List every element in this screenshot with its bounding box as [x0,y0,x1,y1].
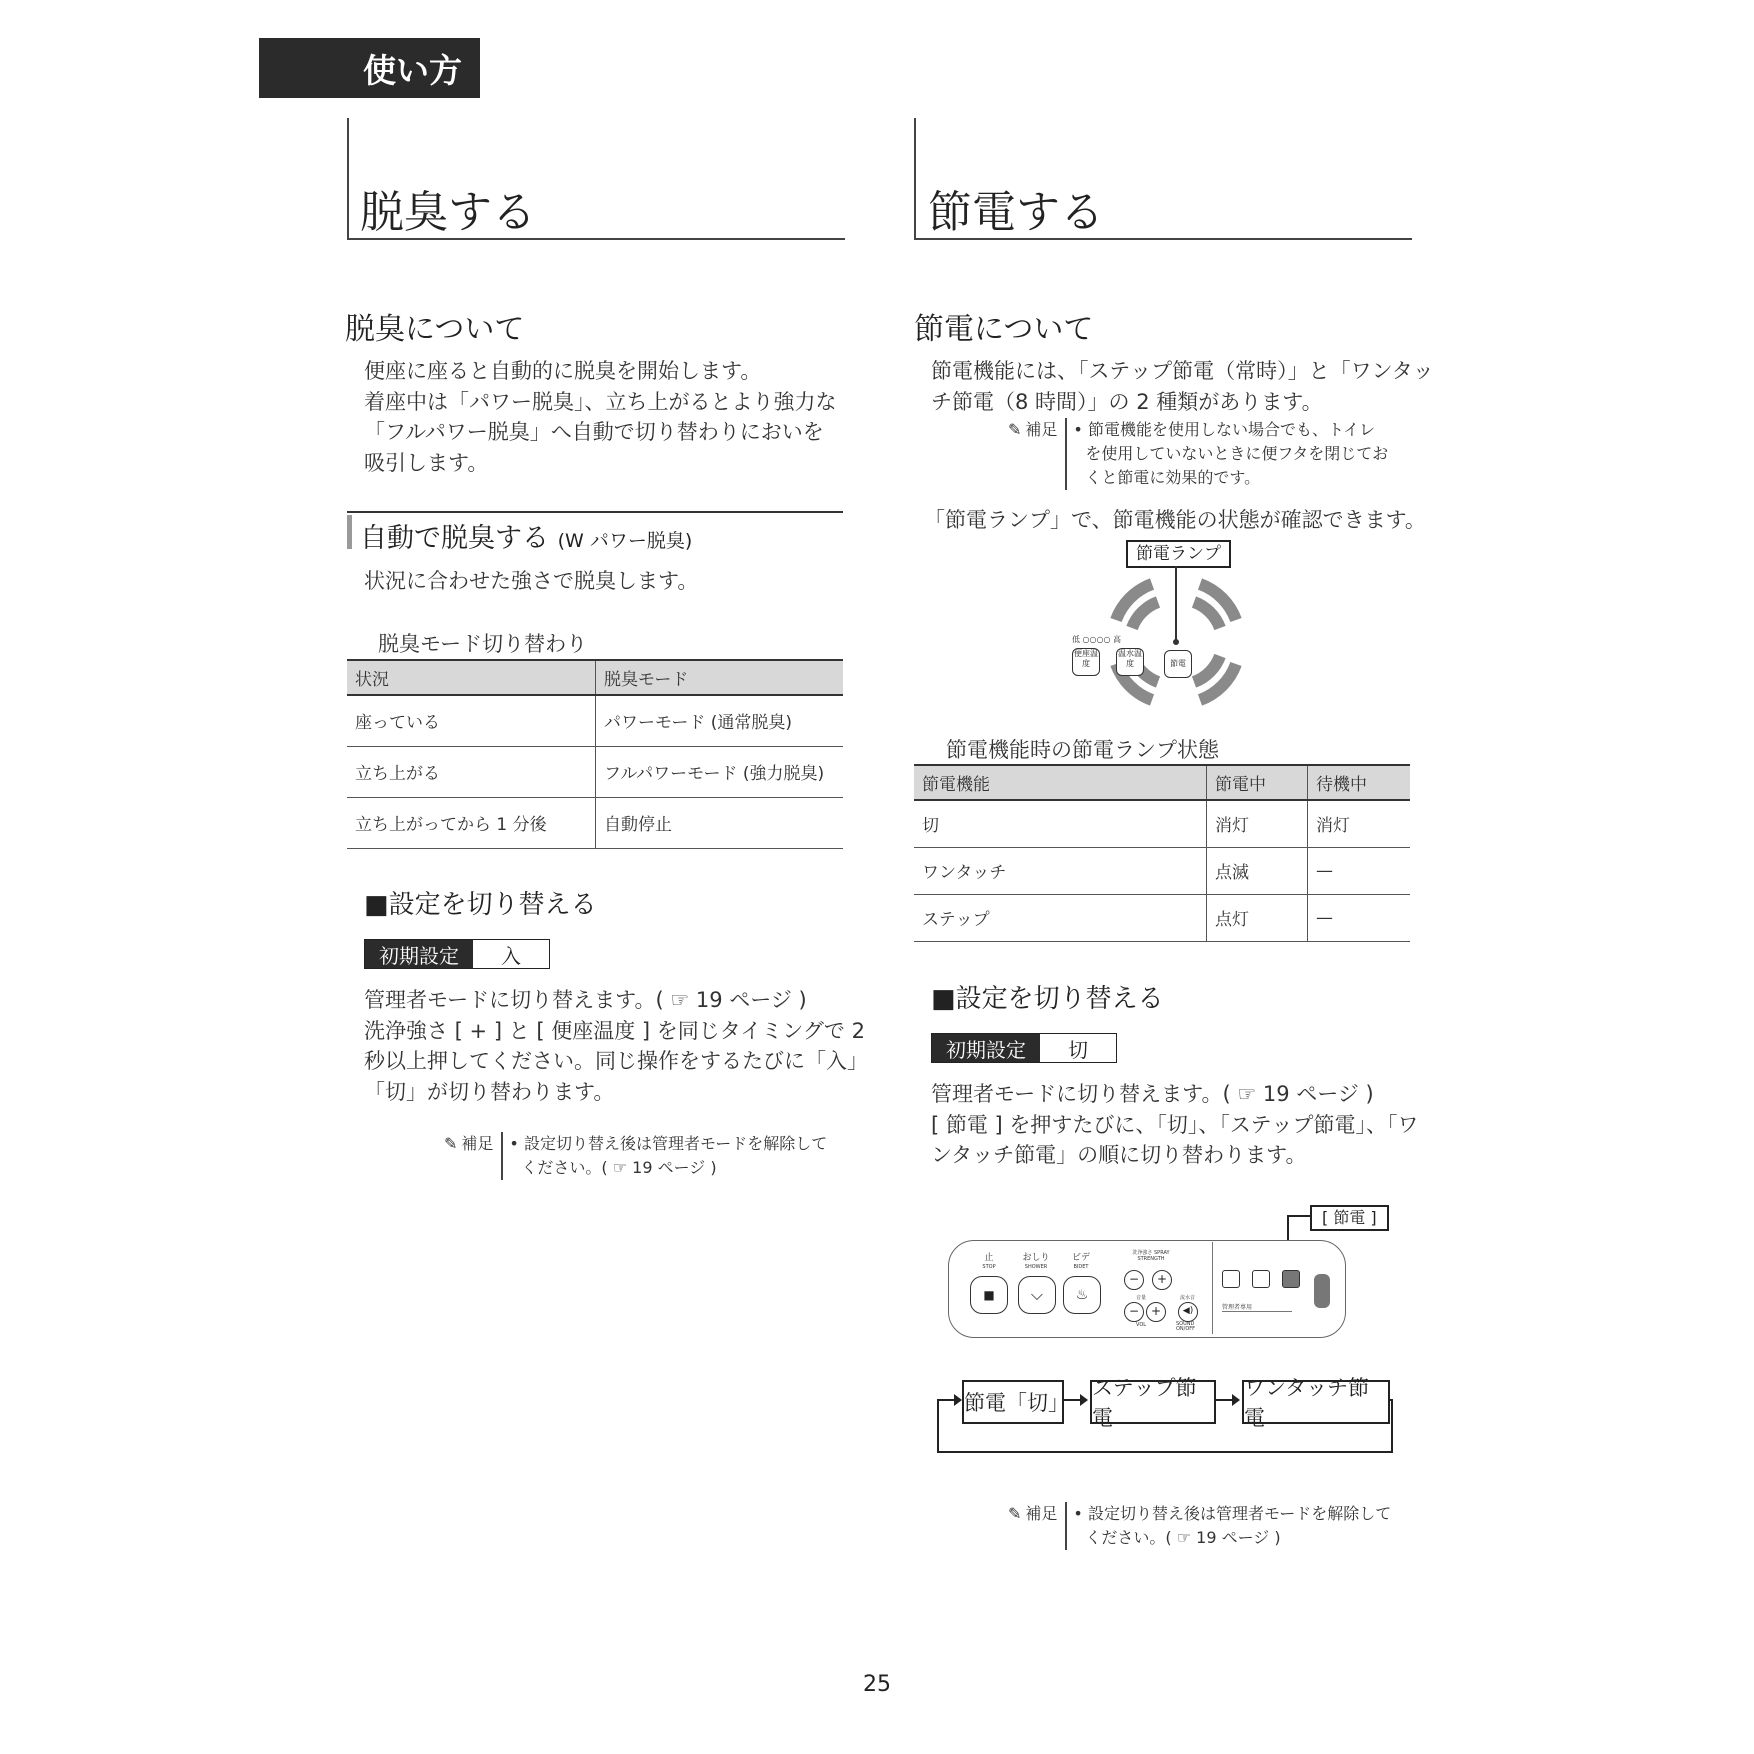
table-cell: 自動停止 [596,797,844,848]
text-line: 管理者モードに切り替えます。( ☞ 19 ページ ) [931,1082,1374,1106]
pencil-icon: ✎ [1008,420,1022,439]
table-cell: 点滅 [1207,847,1308,894]
right-setting-text [931,1079,1419,1171]
admin-only-label: 管理者専用 [1222,1302,1292,1312]
remote-divider [1212,1242,1213,1334]
water-temp-button: 温水温度 [1116,648,1144,676]
volume-label-jp: 音量 [1136,1295,1147,1301]
sound-en-label: SOUND ON/OFF [1176,1321,1196,1332]
shower-button: ⌵ [1018,1276,1056,1314]
text-line: 「切」が切り替わります。 [364,1079,615,1104]
spray-minus-button: − [1124,1270,1144,1290]
table-cell: ステップ [914,894,1207,941]
power-save-button: 節電 [1164,650,1192,678]
deodorize-about-text [364,356,837,478]
flow-step-off: 節電「切」 [962,1380,1064,1424]
text-line: チ節電（8 時間）」の 2 種類があります。 [931,389,1323,414]
text-line: 秒以上押してください。同じ操作をするたびに「入」 [364,1049,868,1073]
volume-plus-button: + [1146,1302,1166,1322]
note-line: • 設定切り替え後は管理者モードを解除して [509,1134,828,1153]
chapter-header [259,38,480,98]
text-line: 節電機能には、「ステップ節電（常時）」と「ワンタッ [931,359,1434,383]
stop-label-jp: 止 [984,1253,994,1263]
note-label: 補足 [461,1134,494,1153]
volume-label [1136,1294,1146,1301]
left-section-title: 脱臭する [360,187,536,238]
bidet-button: ♨ [1063,1276,1101,1314]
note-line: ください。( ☞ 19 ページ ) [521,1158,717,1177]
table-cell: パワーモード (通常脱臭) [596,695,844,746]
table-cell: 座っている [347,695,596,746]
seat-temp-button: 便座温度 [1072,648,1100,676]
bidet-label-en: BIDET [1073,1264,1089,1270]
text-line: 着座中は「パワー脱臭」、立ち上がるとより強力な [364,389,837,414]
sound-label: 流水音 [1180,1295,1196,1301]
remote-power-save-button [1282,1270,1300,1288]
chapter-header-label: 使い方 [363,50,462,90]
table-cell: 切 [914,800,1207,847]
table-row [914,847,1410,894]
text-line: [ 節電 ] を押すたびに、「切」、「ステップ節電」、「ワ [931,1112,1419,1137]
note-line: • 設定切り替え後は管理者モードを解除して [1073,1504,1392,1523]
auto-deodorize-heading-main: 自動で脱臭する [360,523,549,554]
lamp-callout: 節電ランプ [1126,540,1231,568]
table-row [914,894,1410,941]
stop-label [974,1254,1004,1272]
stop-label-en: STOP [982,1264,996,1270]
note-line: を使用していないときに便フタを閉じてお [1085,444,1389,463]
auto-deodorize-rule [347,511,843,513]
remote-sensor-window [1314,1274,1330,1308]
text-line: 吸引します。 [364,450,489,475]
bidet-label-jp: ビデ [1071,1253,1090,1263]
remote-water-temp-button [1252,1270,1270,1288]
spray-plus-button: + [1152,1270,1172,1290]
deodorize-mode-table [347,659,843,849]
table-header: 脱臭モード [596,660,844,695]
table-cell: 点灯 [1207,894,1308,941]
initial-setting-label: 初期設定 [932,1034,1040,1062]
text-line: ンタッチ節電」の順に切り替わります。 [931,1143,1307,1167]
note-line: • 節電機能を使用しない場合でも、トイレ [1073,420,1376,439]
remote-callout: [ 節電 ] [1310,1205,1389,1231]
power-save-about-heading: 節電について [914,312,1094,347]
auto-deodorize-marker [347,515,352,549]
deodorize-about-heading: 脱臭について [345,312,525,347]
table-header: 状況 [347,660,596,695]
table-cell: 立ち上がってから 1 分後 [347,797,596,848]
table-cell: — [1308,894,1411,941]
right-setting-heading: ■設定を切り替える [931,984,1164,1014]
table-row [347,797,843,848]
note-label: 補足 [1025,1504,1058,1523]
left-setting-heading: ■設定を切り替える [364,890,597,920]
table-row [914,800,1410,847]
page-number: 25 [863,1672,891,1697]
table-cell: 消灯 [1308,800,1411,847]
text-line: 管理者モードに切り替えます。( ☞ 19 ページ ) [364,988,807,1012]
lamp-level-label: 低 ○○○○ 高 [1072,635,1122,644]
table-row [347,746,843,797]
table-cell: 立ち上がる [347,746,596,797]
note-line: ください。( ☞ 19 ページ ) [1085,1528,1281,1547]
table-cell: — [1308,847,1411,894]
left-note [444,1132,827,1180]
table-cell: 消灯 [1207,800,1308,847]
table-header: 待機中 [1308,765,1411,800]
table-header: 節電機能 [914,765,1207,800]
remote-seat-temp-button [1222,1270,1240,1288]
volume-minus-button: − [1124,1302,1144,1322]
table-row [347,695,843,746]
volume-en-label: VOL [1136,1322,1147,1328]
power-save-about-text [931,356,1434,417]
right-note-1 [1008,418,1388,490]
auto-deodorize-heading [360,516,692,555]
initial-setting-value: 切 [1068,1037,1088,1062]
table-header: 節電中 [1207,765,1308,800]
lamp-status-text: 「節電ランプ」で、節電機能の状態が確認できます。 [924,508,1426,532]
flow-step-onetouch-save: ワンタッチ節電 [1242,1380,1390,1424]
text-line: 「フルパワー脱臭」へ自動で切り替わりにおいを [364,420,824,444]
spray-strength-label: 洗浄強さ SPRAY STRENGTH [1132,1250,1170,1262]
auto-deodorize-desc: 状況に合わせた強さで脱臭します。 [364,569,699,593]
left-setting-text [364,985,868,1107]
right-section-title: 節電する [928,187,1104,238]
table-cell: ワンタッチ [914,847,1207,894]
sound-button: ◀) [1178,1302,1198,1322]
text-line: 便座に座ると自動的に脱臭を開始します。 [364,359,762,383]
lamp-table-caption: 節電機能時の節電ランプ状態 [946,738,1219,762]
shower-label-jp: おしり [1022,1253,1050,1263]
pencil-icon: ✎ [444,1134,458,1153]
right-initial-setting [931,1033,1117,1063]
initial-setting-value: 入 [501,943,521,968]
deodorize-table-caption: 脱臭モード切り替わり [378,632,588,656]
shower-label [1016,1254,1056,1272]
lamp-status-table [914,764,1410,942]
left-initial-setting [364,939,550,969]
initial-setting-label: 初期設定 [365,940,473,968]
shower-label-en: SHOWER [1024,1264,1048,1270]
auto-deodorize-heading-sub: (W パワー脱臭) [557,530,693,552]
right-note-2 [1008,1502,1391,1550]
bidet-label [1064,1254,1098,1272]
flow-step-step-save: ステップ節電 [1090,1380,1216,1424]
stop-button: ■ [970,1276,1008,1314]
pencil-icon: ✎ [1008,1504,1022,1523]
note-line: くと節電に効果的です。 [1085,468,1261,487]
text-line: 洗浄強さ [ + ] と [ 便座温度 ] を同じタイミングで 2 [364,1018,865,1043]
table-cell: フルパワーモード (強力脱臭) [596,746,844,797]
note-label: 補足 [1025,420,1058,439]
